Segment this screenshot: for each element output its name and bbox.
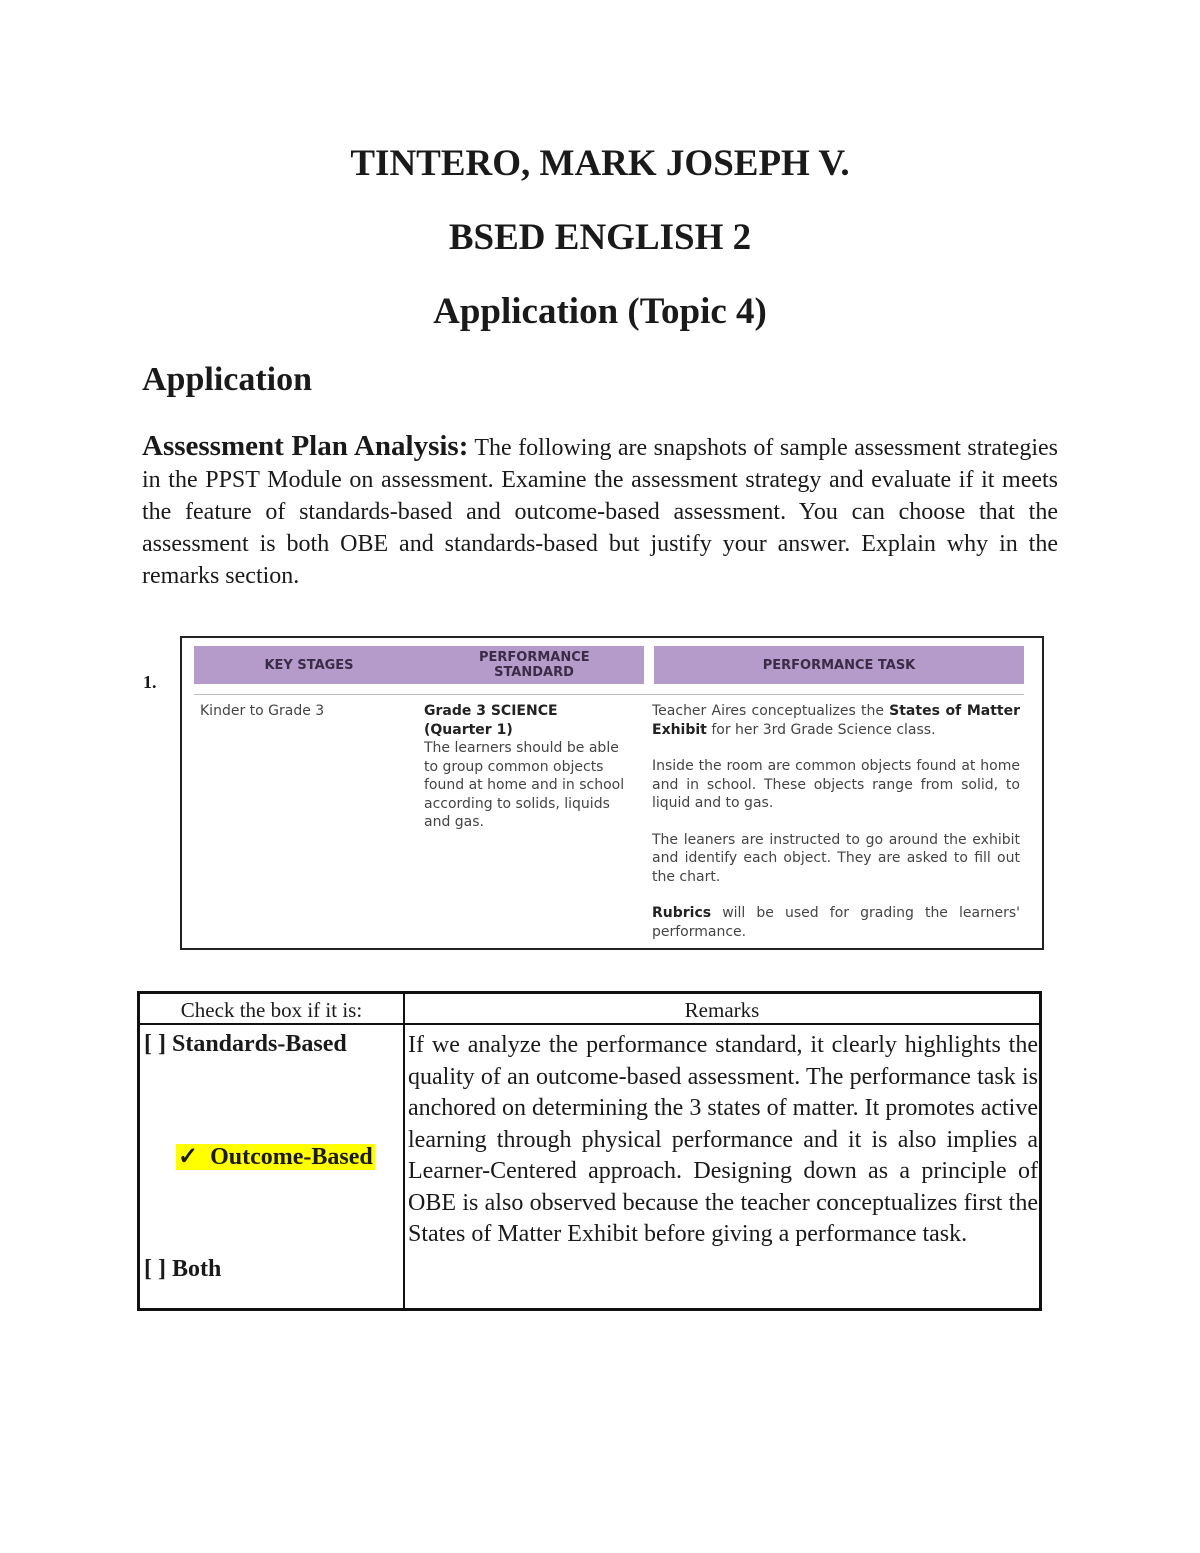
key-stage-cell: Kinder to Grade 3 [200, 703, 325, 719]
option-both[interactable]: [ ] Both [144, 1256, 222, 1282]
remarks-text: If we analyze the performance standard, it clearly highlights the quality of an outcome-based assessment. The performance task is anchored on determining the 3 states of matter. It promotes active learning through physical performance and it is also implies a Learner-Centered approach. Designing down as a principle of OBE is also observed because the teacher conceptualizes first the States of Matter Exhibit before giving a performance task. [408, 1032, 1038, 1247]
header-performance-task: PERFORMANCE TASK [654, 646, 1024, 684]
header-row-divider [140, 1023, 1039, 1025]
standard-title: Grade 3 SCIENCE [424, 703, 558, 719]
option-standards-based[interactable]: [ ] Standards-Based [144, 1031, 347, 1057]
course-title: BSED ENGLISH 2 [448, 217, 752, 258]
instructions-paragraph [142, 430, 1058, 592]
performance-standard-cell [424, 702, 629, 832]
remarks-column-header: Remarks [684, 998, 760, 1022]
task-paragraph-2: Inside the room are common objects found at home and in school. These objects range from solid, to liquid and to gas. [652, 758, 1020, 811]
student-name: TINTERO, MARK JOSEPH V. [350, 143, 850, 184]
checklist-table [137, 991, 1042, 1311]
instructions-lead: Assessment Plan Analysis: [142, 430, 469, 462]
outcome-based-label: Outcome-Based [210, 1144, 373, 1170]
instructions-text: The following are snapshots of sample assessment strategies in the PPST Module on assessment. Examine the assessment strategy and evaluate if it meets the feature of standards-based and outcome-based assessment. You can choose that the assessment is both OBE and standards-based but justify your answer. Explain why in the remarks section. [142, 435, 1058, 589]
task-paragraph-4: Rubrics will be used for grading the learners' performance. [652, 905, 1020, 940]
assessment-snapshot [180, 636, 1044, 950]
standard-quarter: (Quarter 1) [424, 721, 513, 738]
task-paragraph-3: The leaners are instructed to go around the exhibit and identify each object. They are asked to fill out the chart. [652, 831, 1020, 885]
option-outcome-based[interactable] [176, 1142, 375, 1171]
task-paragraph-1: Teacher Aires conceptualizes the States of Matter Exhibit for her 3rd Grade Science class. [652, 703, 1020, 738]
header-performance-standard [424, 646, 644, 684]
header-key-stages: KEY STAGES [194, 646, 424, 684]
check-column-header: Check the box if it is: [180, 998, 363, 1022]
standard-text: The learners should be able to group common objects found at home and in school according to solids, liquids and gas. [424, 740, 625, 830]
header-divider [194, 694, 1024, 695]
check-mark-icon: ✓ [178, 1144, 199, 1170]
header-performance-standard-label: PERFORMANCE STANDARD [479, 650, 590, 680]
column-divider [403, 994, 405, 1308]
section-heading: Application [142, 361, 313, 398]
performance-task-cell [652, 702, 1020, 959]
topic-title: Application (Topic 4) [433, 291, 767, 332]
outcome-based-highlight [176, 1144, 375, 1170]
item-number: 1. [143, 672, 157, 692]
